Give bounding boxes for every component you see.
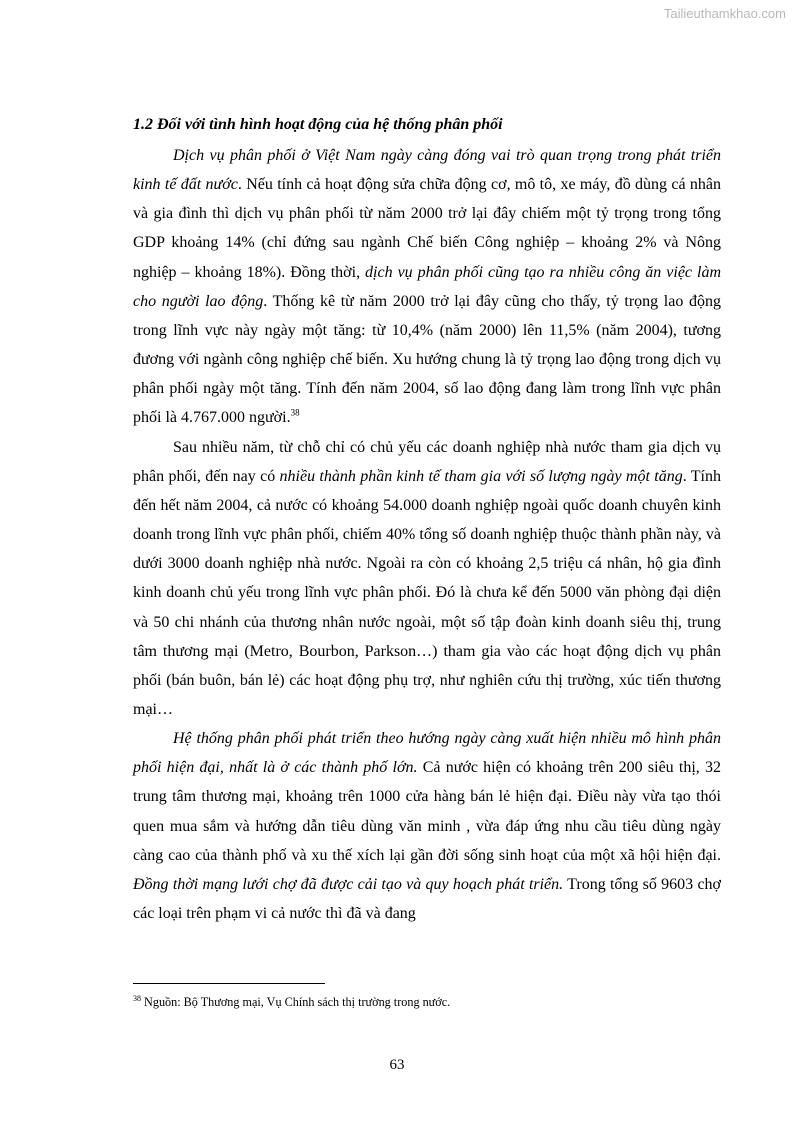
watermark-text: Tailieuthamkhao.com [663,6,786,21]
emphasized-text: dịch vụ phân phối cũng tạo ra nhiều công ăn việc làm cho người lao động [133,263,721,310]
paragraph-text: Sau nhiều năm, từ chỗ chỉ có chủ yếu các doanh nghiệp nhà nước tham gia dịch vụ phân phối, đến nay có [133,438,721,485]
paragraph-text: Trong tổng số 9603 chợ các loại trên phạm vi cả nước thì đã và đang [133,875,722,923]
footnote-divider [133,983,325,984]
footnote-text: Nguồn: Bộ Thương mại, Vụ Chính sách thị trường trong nước. [141,995,451,1009]
emphasized-text: nhiều thành phần kinh tế tham gia với số lượng ngày một tăng [279,467,683,485]
body-paragraph [133,724,721,928]
emphasized-text: Dịch vụ phân phối ở Việt Nam ngày càng đóng vai trò quan trọng trong phát triển kinh tế đất nước [133,147,721,194]
footnote-marker: 38 [133,993,141,1003]
body-paragraph [133,141,721,433]
paragraph-text: . Thống kê từ năm 2000 trở lại đây cũng cho thấy, tỷ trọng lao động trong lĩnh vực này ngày một tăng: từ 10,4% (năm 2000) lên 11,5% (năm 2004), tương đương với ngành công nghiệp chế biến. Xu hướng chung là tỷ trọng lao động trong dịch vụ phân phối ngày một tăng. Tính đến năm 2004, số lao động đang làm trong lĩnh vực phân phối là 4.767.000 người. [133,292,721,427]
footnote-reference: 38 [290,408,300,419]
paragraph-text: . Nếu tính cả hoạt động sửa chữa động cơ, mô tô, xe máy, đồ dùng cá nhân và gia đình thì dịch vụ phân phối từ năm 2000 trở lại đây chiếm một tỷ trọng trong tổng GDP khoảng 14% (chỉ đứng sau ngành Chế biến Công nghiệp – khoảng 2% và Nông nghiệp – khoảng 18%). Đồng thời, [133,176,721,281]
body-paragraph [133,433,721,725]
emphasized-text: Hệ thống phân phối phát triển theo hướng ngày càng xuất hiện nhiều mô hình phân phối hiện đại, nhất là ở các thành phố lớn. [133,730,721,777]
paragraph-text: . Tính đến hết năm 2004, cả nước có khoảng 54.000 doanh nghiệp ngoài quốc doanh chuyên kinh doanh trong lĩnh vực phân phối, chiếm 40% tổng số doanh nghiệp thuộc thành phần này, và dưới 3000 doanh nghiệp nhà nước. Ngoài ra còn có khoảng 2,5 triệu cá nhân, hộ gia đình kinh doanh chủ yếu trong lĩnh vực phân phối. Đó là chưa kể đến 5000 văn phòng đại diện và 50 chi nhánh của thương nhân nước ngoài, một số tập đoàn kinh doanh siêu thị, trung tâm thương mại (Metro, Bourbon, Parkson…) tham gia vào các hoạt động dịch vụ phân phối (bán buôn, bán lẻ) các hoạt động phụ trợ, như nghiên cứu thị trường, xúc tiến thương mại… [133,467,721,718]
section-heading: 1.2 Đối với tình hình hoạt động của hệ thống phân phối [133,116,503,133]
footnote [133,994,450,1010]
document-body [133,112,721,928]
page-number: 63 [389,1057,405,1073]
paragraph-list [133,141,721,928]
paragraph-text: Cả nước hiện có khoảng trên 200 siêu thị, 32 trung tâm thương mại, khoảng trên 1000 cửa hàng bán lẻ hiện đại. Điều này vừa tạo thói quen mua sắm và hướng dẫn tiêu dùng văn minh , vừa đáp ứng nhu cầu tiêu dùng ngày càng cao của thành phố và xu thế xích lại gần đời sống sinh hoạt của một xã hội hiện đại. [133,759,722,864]
emphasized-text: Đồng thời mạng lưới chợ đã được cải tạo và quy hoạch phát triển. [133,875,564,893]
